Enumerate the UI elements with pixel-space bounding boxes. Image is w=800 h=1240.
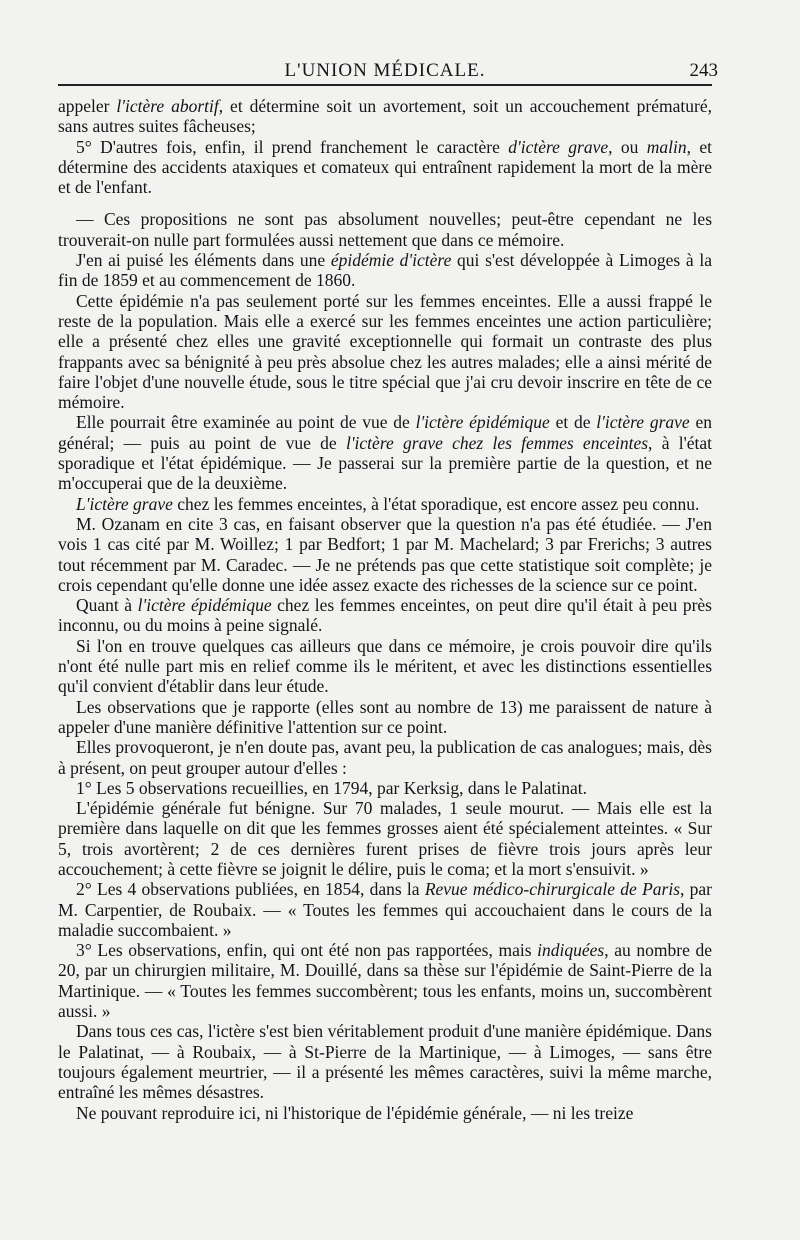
text-run: qui s'est développée à Limoges à la fin de 1859 et au commencement de 1860. — [58, 250, 712, 291]
running-title: L'UNION MÉDICALE. — [284, 60, 486, 81]
italic-text: l'ictère épidémique — [415, 412, 550, 433]
paragraph — [58, 291, 712, 413]
text-run: M. Ozanam en cite 3 cas, en faisant observer que la question n'a pas été étudiée. — J'en vois 1 cas cité par M. Woillez; 1 par Bedfort; 1 par M. Machelard; 3 par Frerichs; 3 autres tout récemment par M. Caradec. — Je ne prétends pas que cette statistique soit complète; je crois cependant qu'elle donne une idée assez exacte des richesses de la science sur ce point. — [58, 513, 712, 595]
italic-text: L'ictère grave — [76, 493, 173, 514]
page-header — [58, 0, 718, 86]
paragraph — [58, 778, 712, 798]
text-run: en général; — puis au point de vue de — [58, 412, 712, 453]
paragraph — [58, 412, 712, 493]
body-text — [58, 96, 712, 1123]
text-run: 3° Les observations, enfin, qui ont été non pas rapportées, mais — [76, 940, 538, 961]
text-run: Si l'on en trouve quelques cas ailleurs que dans ce mémoire, je crois pouvoir dire qu'ils n'ont été nulle part mis en relief comme ils le méritent, et avec les distinctions essentielles qu'il convient d'établir dans leur étude. — [58, 635, 712, 697]
text-run: L'épidémie générale fut bénigne. Sur 70 malades, 1 seule mourut. — Mais elle est la première dans laquelle on dit que les femmes grosses aient été spécialement atteintes. « Sur 5, trois avortèrent; 2 de ces dernières furent prises de fièvre trois jours après leur accouchement; à cette fièvre se joignit le délire, puis le coma; et la mort s'ensuivit. » — [58, 798, 712, 879]
paragraph — [58, 940, 712, 1021]
paragraph — [58, 697, 712, 738]
text-run: J'en ai puisé les éléments dans une — [76, 250, 331, 271]
paragraph — [58, 1021, 712, 1102]
italic-text: l'ictère grave — [596, 412, 690, 433]
italic-text: indiquées — [537, 940, 605, 961]
paragraph — [58, 209, 712, 250]
text-run: , au nombre de 20, par un chirurgien militaire, M. Douillé, dans sa thèse sur l'épidémie de Saint-Pierre de la Martinique. — « Toutes les femmes succombèrent; tous les enfants, moins un, succombèrent aussi. » — [58, 940, 712, 1022]
paragraph — [58, 595, 712, 636]
text-run: chez les femmes enceintes, on peut dire qu'il était à peu près inconnu, ou du moins à peine signalé. — [58, 595, 712, 636]
text-run: , et détermine des accidents ataxiques et comateux qui entraînent rapidement la mort de la mère et de l'enfant. — [58, 136, 712, 198]
text-run: , par M. Carpentier, de Roubaix. — « Toutes les femmes qui accouchaient dans le cours de la maladie succombaient. » — [58, 879, 712, 940]
text-run: Quant à — [76, 595, 138, 616]
text-run: — Ces propositions ne sont pas absolument nouvelles; peut-être cependant ne les trouverait-on nulle part formulées aussi nettement que dans ce mémoire. — [58, 209, 712, 250]
paragraph — [58, 737, 712, 778]
text-run: appeler — [58, 96, 117, 116]
paragraph — [58, 798, 712, 879]
text-run: Elles provoqueront, je n'en doute pas, avant peu, la publication de cas analogues; mais, dès à présent, on peut grouper autour d'elles : — [58, 737, 712, 778]
paragraph — [58, 250, 712, 291]
text-run: et de — [549, 412, 597, 433]
text-run: 5° D'autres fois, enfin, il prend franchement le caractère — [76, 136, 509, 157]
text-run: , et détermine soit un avortement, soit un accouchement prématuré, sans autres suites fâcheuses; — [58, 96, 712, 137]
paragraph — [58, 514, 712, 595]
italic-text: l'ictère épidémique — [137, 595, 272, 616]
text-run: chez les femmes enceintes, à l'état sporadique, est encore assez peu connu. — [172, 493, 700, 514]
italic-text: Revue médico-chirurgicale de Paris — [424, 879, 680, 900]
italic-text: épidémie d'ictère — [330, 250, 452, 271]
text-run: Elle pourrait être examinée au point de vue de — [76, 412, 416, 433]
paragraph — [58, 636, 712, 697]
paragraph — [58, 137, 712, 198]
italic-text: l'ictère grave chez les femmes enceintes — [345, 432, 649, 453]
text-run: Dans tous ces cas, l'ictère s'est bien véritablement produit d'une manière épidémique. Dans le Palatinat, — à Roubaix, — à St-Pierre de la Martinique, — à Limoges, — sans être toujours également meurtrier, — il a présenté les mêmes caractères, suivi la même marche, entraîné les mêmes désastres. — [58, 1021, 712, 1103]
page-number: 243 — [689, 60, 718, 81]
paragraph — [58, 96, 712, 137]
text-run: Ne pouvant reproduire ici, ni l'historique de l'épidémie générale, — ni les treize — [76, 1102, 634, 1123]
paragraph — [58, 879, 712, 940]
text-run: 2° Les 4 observations publiées, en 1854, dans la — [76, 879, 425, 900]
text-run: , à l'état sporadique et l'état épidémique. — Je passerai sur la première partie de la question, et ne m'occuperai que de la deuxième. — [58, 432, 712, 494]
italic-text: l'ictère abortif — [116, 96, 219, 116]
text-run: Les observations que je rapporte (elles sont au nombre de 13) me paraissent de nature à appeler d'une manière définitive l'attention sur ce point. — [58, 696, 712, 737]
text-run: , ou — [608, 136, 647, 157]
italic-text: d'ictère grave — [508, 136, 609, 157]
paragraph — [58, 1103, 712, 1123]
text-run: Cette épidémie n'a pas seulement porté sur les femmes enceintes. Elle a aussi frappé le reste de la population. Mais elle a exercé sur les femmes enceintes une action particulière; elle a présenté chez elles une gravité exceptionnelle qui formait un contraste des plus frappants avec sa bénignité à peu près absolue chez les autres malades; elle a ainsi mérité de faire l'objet d'une nouvelle étude, sous le titre spécial que j'ai cru devoir inscrire en tête de ce mémoire. — [58, 290, 712, 413]
italic-text: malin — [646, 136, 687, 157]
paragraph — [58, 494, 712, 514]
text-run: 1° Les 5 observations recueillies, en 1794, par Kerksig, dans le Palatinat. — [76, 777, 587, 798]
